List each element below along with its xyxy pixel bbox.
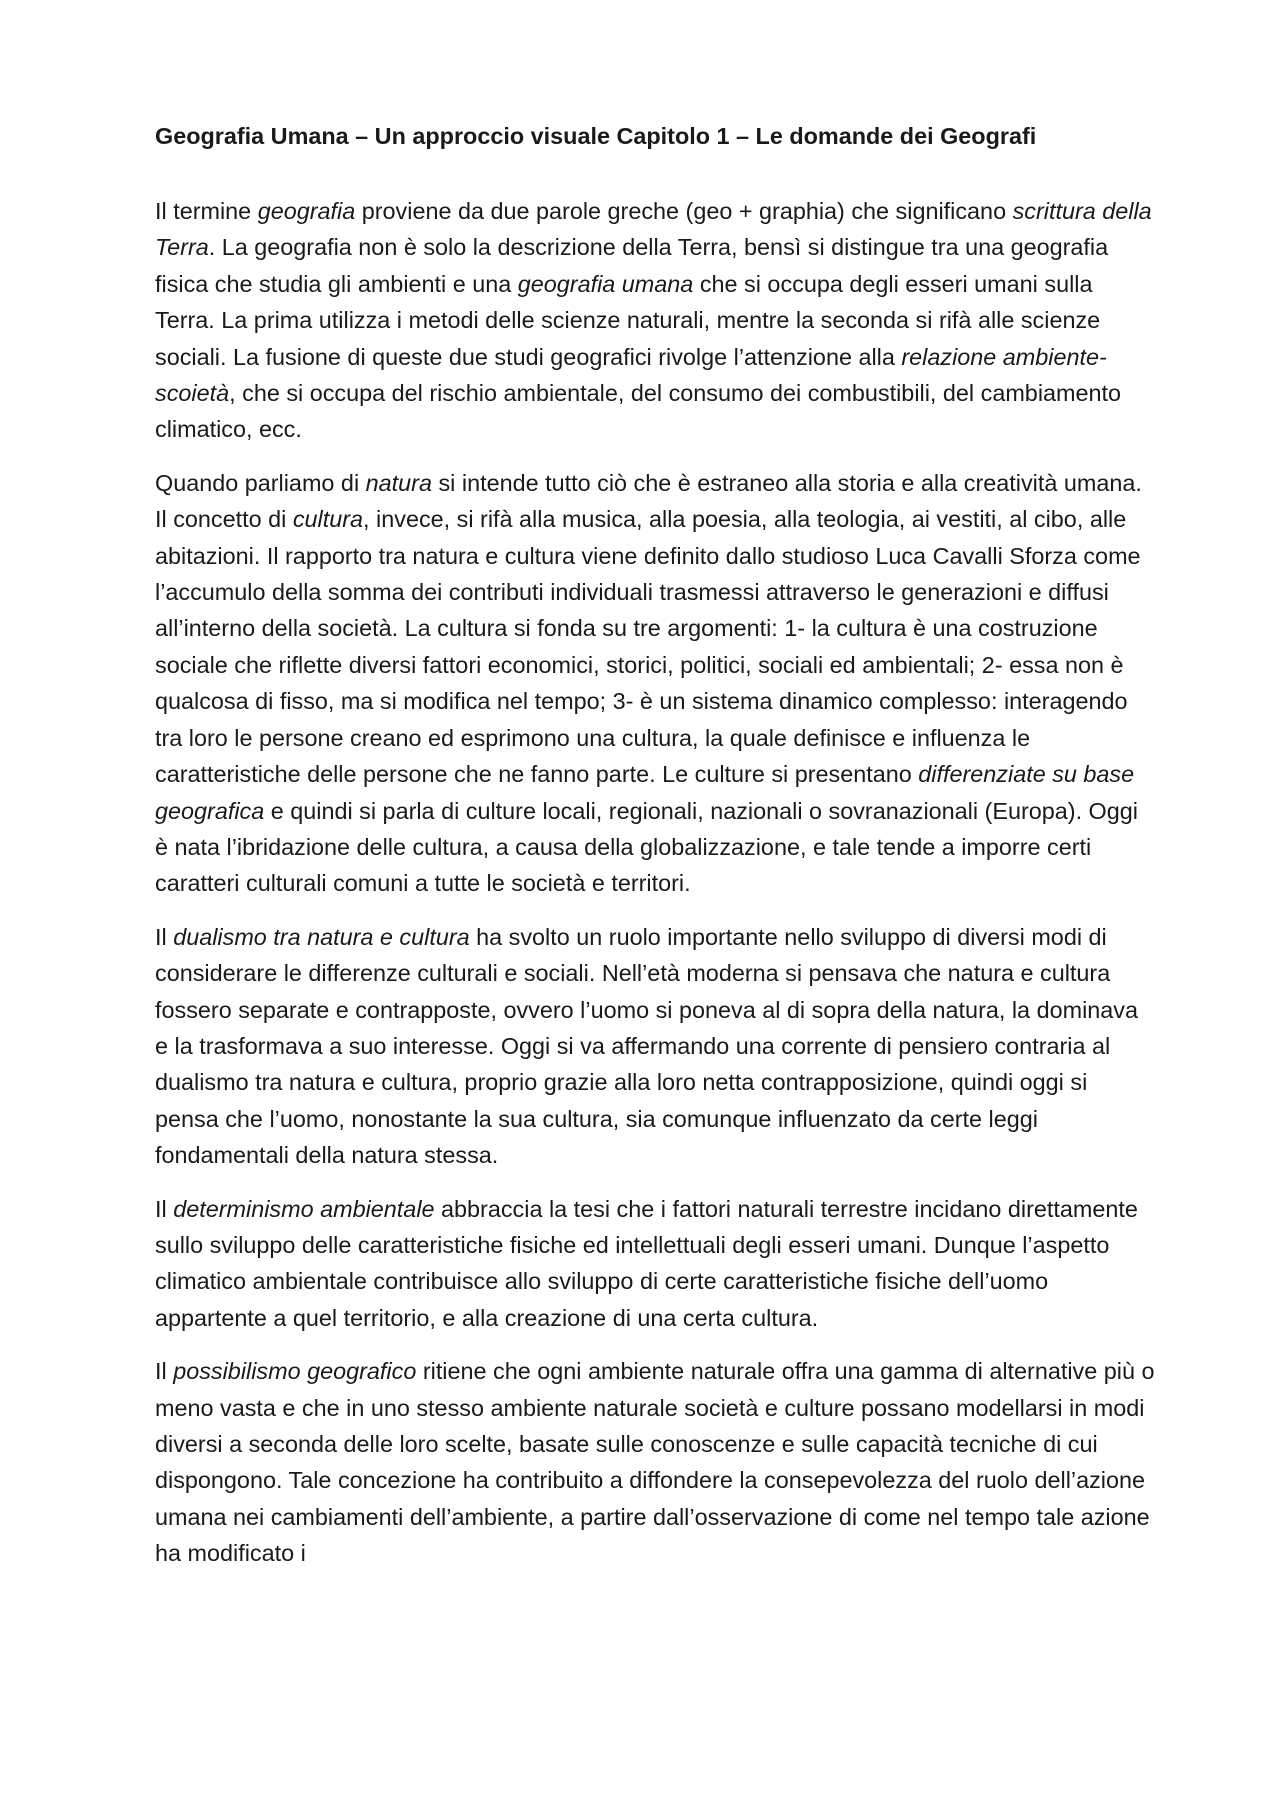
- emphasized-term: geografia umana: [517, 270, 694, 297]
- emphasized-term: possibilismo geografico: [173, 1358, 417, 1385]
- emphasized-term: differenziate su base geografica: [155, 761, 1135, 824]
- paragraph-determinismo: Il determinismo ambientale abbraccia la tesi che i fattori naturali terrestre incidano direttamente sullo sviluppo delle caratteristiche fisiche ed intellettuali degli esseri umani. Dunque l’aspetto climatico ambientale contribuisce allo sviluppo di certe caratteristiche fisiche dell’uomo appartente a quel territorio, e alla creazione di una certa cultura.: [155, 1195, 1138, 1331]
- paragraph-dualismo: Il dualismo tra natura e cultura ha svolto un ruolo importante nello sviluppo di diversi modi di considerare le differenze culturali e sociali. Nell’età moderna si pensava che natura e cultura fossero separate e contrapposte, ovvero l’uomo si poneva al di sopra della natura, la dominava e la trasformava a suo interesse. Oggi si va affermando una corrente di pensiero contraria al dualismo tra natura e cultura, proprio grazie alla loro netta contrapposizione, quindi oggi si pensa che l’uomo, nonostante la sua cultura, sia comunque influenzato da certe leggi fondamentali della natura stessa.: [155, 923, 1138, 1169]
- paragraph-possibilismo: Il possibilismo geografico ritiene che ogni ambiente naturale offra una gamma di alternative più o meno vasta e che in uno stesso ambiente naturale società e culture possano modellarsi in modi diversi a seconda delle loro scelte, basate sulle conoscenze e sulle capacità tecniche di cui dispongono. Tale concezione ha contribuito a diffondere la consepevolezza del ruolo dell’azione umana nei cambiamenti dell’ambiente, a partire dall’osservazione di come nel tempo tale azione ha modificato i: [155, 1358, 1155, 1567]
- emphasized-term: natura: [365, 469, 432, 496]
- emphasized-term: cultura: [292, 506, 364, 533]
- emphasized-term: determinismo ambientale: [173, 1195, 435, 1222]
- paragraph-intro-geografia: Il termine geografia proviene da due parole greche (geo + graphia) che significano scrittura della Terra. La geografia non è solo la descrizione della Terra, bensì si distingue tra una geografia fisica che studia gli ambienti e una geografia umana che si occupa degli esseri umani sulla Terra. La prima utilizza i metodi delle scienze naturali, mentre la seconda si rifà alle scienze sociali. La fusione di queste due studi geografici rivolge l’attenzione alla relazione ambiente-scoietà, che si occupa del rischio ambientale, del consumo dei combustibili, del cambiamento climatico, ecc.: [155, 198, 1152, 443]
- emphasized-term: scrittura della Terra: [155, 198, 1152, 261]
- document-page: [155, 118, 1155, 1589]
- emphasized-term: dualismo tra natura e cultura: [173, 923, 470, 950]
- emphasized-term: geografia: [257, 198, 356, 224]
- emphasized-term: relazione ambiente-scoietà: [155, 343, 1107, 407]
- document-title: Geografia Umana – Un approccio visuale Capitolo 1 – Le domande dei Geografi: [155, 123, 1037, 149]
- document-body: [155, 193, 1155, 1572]
- paragraph-natura-cultura: Quando parliamo di natura si intende tutto ciò che è estraneo alla storia e alla creatività umana. Il concetto di cultura, invece, si rifà alla musica, alla poesia, alla teologia, ai vestiti, al cibo, alle abitazioni. Il rapporto tra natura e cultura viene definito dallo studioso Luca Cavalli Sforza come l’accumulo della somma dei contributi individuali trasmessi attraverso le generazioni e diffusi all’interno della società. La cultura si fonda su tre argomenti: 1- la cultura è una costruzione sociale che riflette diversi fattori economici, storici, politici, sociali ed ambientali; 2- essa non è qualcosa di fisso, ma si modifica nel tempo; 3- è un sistema dinamico complesso: interagendo tra loro le persone creano ed esprimono una cultura, la quale definisce e influenza le caratteristiche delle persone che ne fanno parte. Le culture si presentano differenziate su base geografica e quindi si parla di culture locali, regionali, nazionali o sovranazionali (Europa). Oggi è nata l’ibridazione delle cultura, a causa della globalizzazione, e tale tende a imporre certi caratteri culturali comuni a tutte le società e territori.: [155, 469, 1142, 897]
